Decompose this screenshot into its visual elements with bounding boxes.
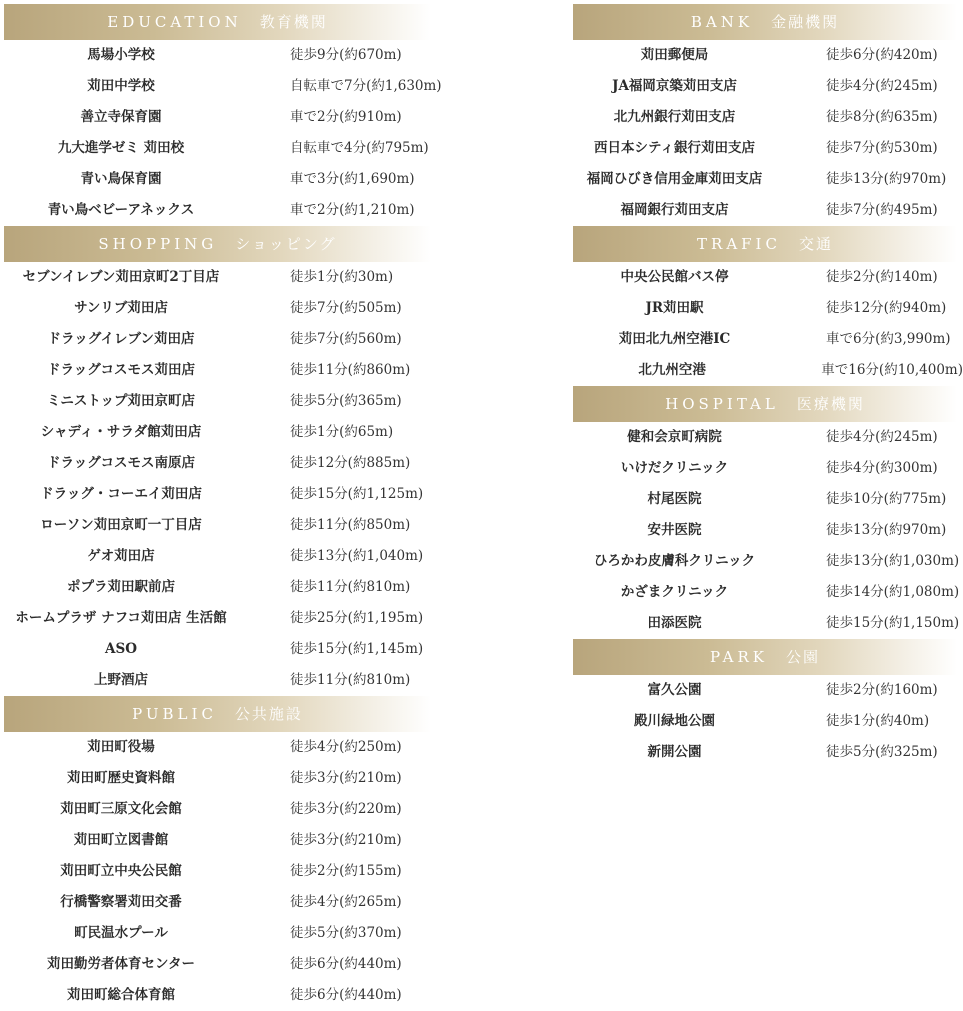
facility-distance: 徒歩15分(約1,125m)	[290, 486, 424, 502]
facility-name: 町民温水プール	[74, 925, 168, 941]
facility-row	[573, 293, 963, 324]
facility-name: 新開公園	[647, 744, 702, 760]
facility-name: 殿川緑地公園	[634, 713, 715, 729]
facility-name: 北九州銀行苅田支店	[613, 109, 736, 125]
facility-distance: 徒歩4分(約245m)	[826, 429, 938, 445]
facility-row	[4, 732, 444, 763]
facility-row	[4, 355, 444, 386]
facility-distance: 徒歩15分(約1,145m)	[290, 641, 424, 657]
facility-row	[4, 825, 444, 856]
facility-row	[573, 546, 963, 577]
facility-name: かざまクリニック	[620, 584, 729, 600]
section-trafic	[573, 226, 963, 386]
facility-distance: 車で16分(約10,400m)	[821, 362, 963, 378]
facility-distance: 徒歩4分(約245m)	[826, 78, 938, 94]
facility-distance: 徒歩5分(約325m)	[826, 744, 938, 760]
facility-distance: 徒歩12分(約940m)	[826, 300, 947, 316]
facility-list	[4, 262, 444, 696]
section-bank	[573, 4, 963, 226]
facility-name: 苅田町役場	[87, 739, 155, 755]
facility-distance: 自転車で4分(約795m)	[290, 140, 429, 156]
facility-distance: 徒歩4分(約300m)	[826, 460, 938, 476]
facility-distance: 徒歩11分(約850m)	[290, 517, 411, 533]
facility-row	[4, 665, 444, 696]
facility-row	[573, 577, 963, 608]
facility-row	[573, 608, 963, 639]
facility-name: ひろかわ皮膚科クリニック	[593, 553, 756, 569]
facility-row	[4, 510, 444, 541]
facility-distance: 車で6分(約3,990m)	[826, 331, 951, 347]
facility-row	[573, 453, 963, 484]
facility-row	[4, 479, 444, 510]
facility-row	[573, 675, 963, 706]
facility-name: 苅田町歴史資料館	[67, 770, 175, 786]
facility-distance: 徒歩3分(約210m)	[290, 832, 402, 848]
facility-row	[573, 515, 963, 546]
facility-row	[573, 40, 963, 71]
facility-distance: 徒歩4分(約265m)	[290, 894, 402, 910]
facility-row	[4, 133, 444, 164]
facility-distance: 自転車で7分(約1,630m)	[290, 78, 442, 94]
facility-distance: 徒歩1分(約30m)	[290, 269, 394, 285]
facility-name: 九大進学ゼミ 苅田校	[57, 140, 185, 156]
section-header-park	[573, 639, 957, 675]
facility-row	[573, 422, 963, 453]
facility-distance: 徒歩9分(約670m)	[290, 47, 402, 63]
facility-distance: 徒歩7分(約495m)	[826, 202, 938, 218]
facility-name: ゲオ苅田店	[87, 548, 155, 564]
facility-row	[4, 262, 444, 293]
facility-row	[4, 195, 444, 226]
section-header-education	[4, 4, 431, 40]
facility-name: ミニストップ苅田京町店	[46, 393, 196, 409]
section-title-en: BANK	[690, 13, 754, 31]
facility-distance: 車で3分(約1,690m)	[290, 171, 415, 187]
facility-distance: 徒歩13分(約1,030m)	[826, 553, 960, 569]
facility-name: ポプラ苅田駅前店	[67, 579, 175, 595]
facility-distance: 車で2分(約1,210m)	[290, 202, 415, 218]
facility-name: ドラッグ・コーエイ苅田店	[40, 486, 202, 502]
section-title-en: EDUCATION	[107, 13, 242, 31]
facility-name: 苅田町総合体育館	[67, 987, 175, 1003]
section-title-en: HOSPITAL	[665, 395, 779, 413]
facility-name: 福岡ひびき信用金庫苅田支店	[586, 171, 763, 187]
section-header-trafic	[573, 226, 957, 262]
facility-row	[4, 918, 444, 949]
facility-row	[4, 417, 444, 448]
facility-name: いけだクリニック	[620, 460, 729, 476]
facility-distance: 徒歩6分(約420m)	[826, 47, 938, 63]
facility-name: JR苅田駅	[645, 300, 704, 316]
section-title-en: PARK	[709, 648, 769, 666]
facility-distance: 徒歩12分(約885m)	[290, 455, 411, 471]
section-title-jp: 公園	[786, 648, 821, 666]
section-public	[4, 696, 444, 1011]
facility-distance: 徒歩1分(約65m)	[290, 424, 394, 440]
section-park	[573, 639, 963, 768]
facility-distance: 徒歩6分(約440m)	[290, 956, 402, 972]
facility-name: 馬場小学校	[87, 47, 155, 63]
facility-row	[573, 164, 963, 195]
facility-name: ドラッグイレブン苅田店	[47, 331, 195, 347]
left-column	[4, 4, 444, 1011]
facility-row	[4, 949, 444, 980]
facility-row	[4, 856, 444, 887]
facility-name: 北九州空港	[638, 362, 706, 378]
facility-name: ASO	[105, 641, 137, 657]
facility-distance: 徒歩3分(約210m)	[290, 770, 402, 786]
facility-distance: 徒歩14分(約1,080m)	[826, 584, 960, 600]
section-education	[4, 4, 444, 226]
facility-row	[4, 164, 444, 195]
facility-row	[4, 40, 444, 71]
section-header-hospital	[573, 386, 957, 422]
facility-distance: 徒歩13分(約1,040m)	[290, 548, 424, 564]
facility-distance: 徒歩6分(約440m)	[290, 987, 402, 1003]
facility-row	[573, 484, 963, 515]
facility-name: 善立寺保育園	[80, 109, 162, 125]
facility-distance: 徒歩4分(約250m)	[290, 739, 402, 755]
facility-distance: 徒歩2分(約160m)	[826, 682, 938, 698]
facility-name: 苅田中学校	[87, 78, 155, 94]
section-title-jp: 公共施設	[234, 705, 303, 723]
facility-distance: 徒歩13分(約970m)	[826, 171, 947, 187]
facility-name: 青い鳥保育園	[80, 171, 162, 187]
section-title-jp: 教育機関	[259, 13, 328, 31]
facility-distance: 徒歩3分(約220m)	[290, 801, 402, 817]
facility-name: ドラッグコスモス苅田店	[47, 362, 195, 378]
facility-name: 苅田町立図書館	[73, 832, 169, 848]
facility-row	[4, 324, 444, 355]
facility-distance: 徒歩5分(約365m)	[290, 393, 402, 409]
facility-distance: 徒歩5分(約370m)	[290, 925, 402, 941]
section-title-en: SHOPPING	[98, 235, 218, 253]
facility-list	[573, 262, 963, 386]
facility-distance: 車で2分(約910m)	[290, 109, 402, 125]
facility-row	[4, 572, 444, 603]
facility-list	[4, 732, 444, 1011]
facility-row	[4, 887, 444, 918]
section-title-jp: ショッピング	[235, 235, 337, 253]
facility-distance: 徒歩25分(約1,195m)	[290, 610, 424, 626]
facility-distance: 徒歩1分(約40m)	[826, 713, 930, 729]
facility-distance: 徒歩11分(約810m)	[290, 672, 411, 688]
facility-name: サンリブ苅田店	[74, 300, 168, 316]
section-title-jp: 医療機関	[796, 395, 865, 413]
facility-name: 中央公民館バス停	[620, 269, 729, 285]
section-title-en: PUBLIC	[132, 705, 217, 723]
facility-row	[573, 355, 963, 386]
facility-distance: 徒歩2分(約155m)	[290, 863, 402, 879]
facility-name: 行橋警察署苅田交番	[60, 894, 182, 910]
facility-name: 村尾医院	[647, 491, 702, 507]
section-hospital	[573, 386, 963, 639]
facility-row	[4, 763, 444, 794]
facility-row	[4, 293, 444, 324]
facility-row	[4, 386, 444, 417]
facility-list	[4, 40, 444, 226]
facility-list	[573, 422, 963, 639]
facility-name: 西日本シティ銀行苅田支店	[594, 140, 755, 156]
section-header-shopping	[4, 226, 431, 262]
facility-name: 富久公園	[647, 682, 702, 698]
facility-row	[573, 102, 963, 133]
facility-list	[573, 675, 963, 768]
right-column	[573, 4, 963, 768]
facility-distance: 徒歩8分(約635m)	[826, 109, 938, 125]
facility-row	[573, 133, 963, 164]
section-header-bank	[573, 4, 957, 40]
facility-name: 青い鳥ベビーアネックス	[47, 202, 195, 218]
facility-name: シャディ・サラダ館苅田店	[40, 424, 202, 440]
facility-distance: 徒歩2分(約140m)	[826, 269, 938, 285]
facility-row	[573, 195, 963, 226]
facility-row	[4, 541, 444, 572]
facility-name: ローソン苅田京町一丁目店	[40, 517, 202, 533]
facility-row	[4, 634, 444, 665]
facility-name: 福岡銀行苅田支店	[620, 202, 729, 218]
facility-row	[573, 737, 963, 768]
facility-row	[573, 706, 963, 737]
facility-row	[4, 448, 444, 479]
facility-distance: 徒歩7分(約530m)	[826, 140, 938, 156]
facility-name: 上野酒店	[94, 672, 148, 688]
facility-row	[573, 71, 963, 102]
facility-name: 苅田勤労者体育センター	[47, 956, 195, 972]
facility-name: 健和会京町病院	[627, 429, 722, 445]
facility-name: ドラッグコスモス南原店	[47, 455, 195, 471]
facility-name: セブンイレブン苅田京町2丁目店	[22, 269, 220, 285]
facility-name: 田添医院	[647, 615, 702, 631]
facility-name: ホームプラザ ナフコ苅田店 生活館	[15, 610, 227, 626]
section-title-en: TRAFIC	[697, 235, 781, 253]
facility-name: 苅田町三原文化会館	[60, 801, 182, 817]
section-title-jp: 交通	[798, 235, 833, 253]
facility-row	[4, 71, 444, 102]
facility-row	[573, 262, 963, 293]
facility-name: JA福岡京築苅田支店	[612, 78, 737, 94]
facility-distance: 徒歩10分(約775m)	[826, 491, 947, 507]
facility-row	[573, 324, 963, 355]
facility-row	[4, 980, 444, 1011]
facility-distance: 徒歩15分(約1,150m)	[826, 615, 960, 631]
section-title-jp: 金融機関	[771, 13, 840, 31]
facility-distance: 徒歩7分(約505m)	[290, 300, 402, 316]
section-shopping	[4, 226, 444, 696]
facility-name: 安井医院	[647, 522, 702, 538]
facility-row	[4, 794, 444, 825]
facility-name: 苅田北九州空港IC	[618, 331, 731, 347]
facility-row	[4, 102, 444, 133]
section-header-public	[4, 696, 431, 732]
facility-distance: 徒歩11分(約810m)	[290, 579, 411, 595]
facility-distance: 徒歩7分(約560m)	[290, 331, 402, 347]
facility-name: 苅田町立中央公民館	[60, 863, 182, 879]
facility-distance: 徒歩13分(約970m)	[826, 522, 947, 538]
facility-name: 苅田郵便局	[640, 47, 709, 63]
facility-distance: 徒歩11分(約860m)	[290, 362, 411, 378]
facility-row	[4, 603, 444, 634]
facility-list	[573, 40, 963, 226]
